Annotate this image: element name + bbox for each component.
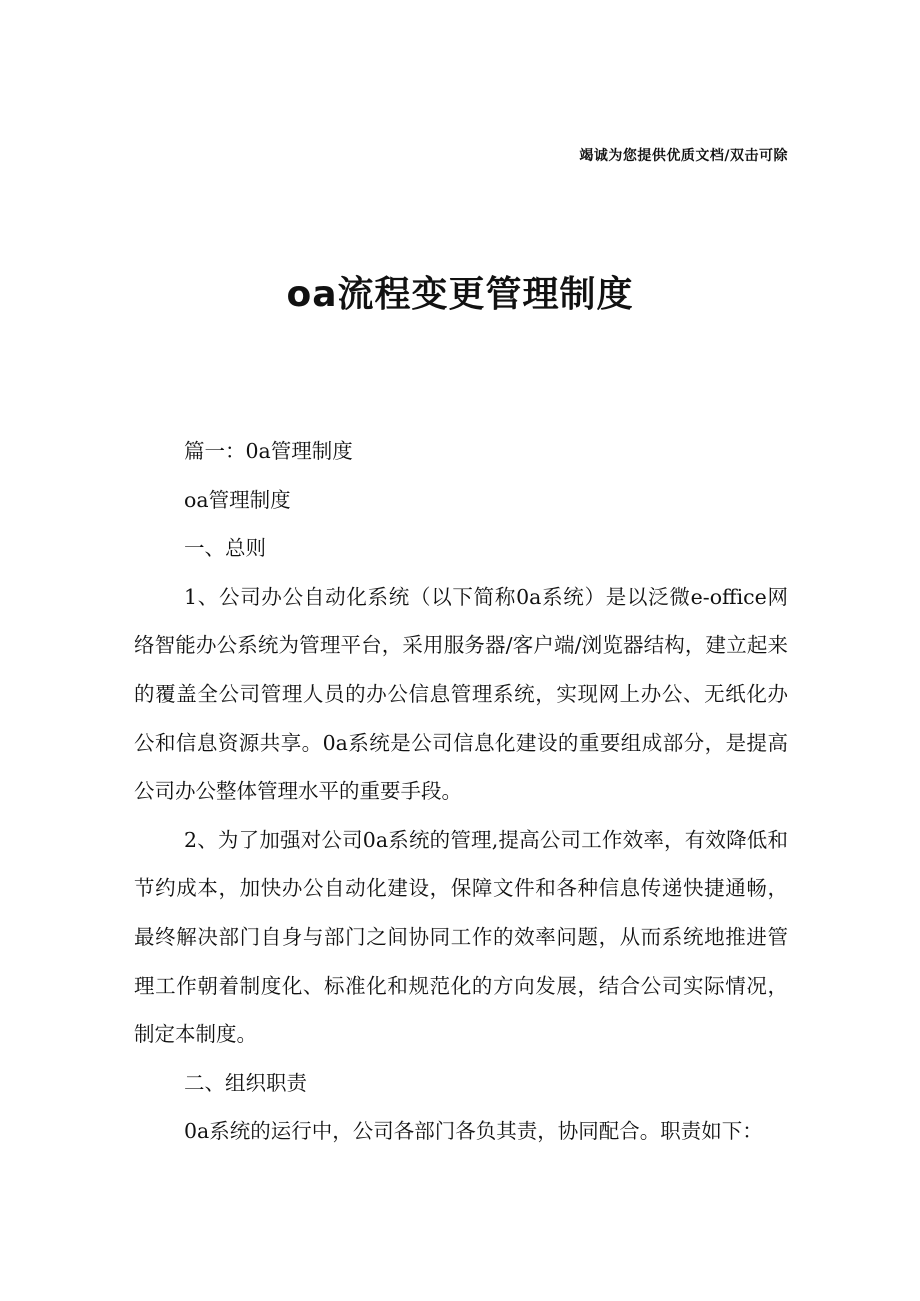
document-body: [134, 427, 788, 1156]
header-note: 竭诚为您提供优质文档/双击可除: [579, 148, 788, 164]
section-subtitle: oa管理制度: [184, 487, 291, 512]
section-heading-general: 一、总则: [184, 536, 266, 561]
paragraph-2: 2、为了加强对公司0a系统的管理,提高公司工作效率，有效降低和节约成本，加快办公自动化建设，保障文件和各种信息传递快捷通畅，最终解决部门自身与部门之间协同工作的效率问题，从而系统地推进管理工作朝着制度化、标准化和规范化的方向发展，结合公司实际情况，制定本制度。: [134, 827, 788, 1047]
document-title: oa流程变更管理制度: [286, 274, 634, 315]
paragraph-3: 0a系统的运行中，公司各部门各负其责，协同配合。职责如下：: [184, 1119, 763, 1144]
section-heading-organization: 二、组织职责: [184, 1070, 307, 1095]
chapter-heading: 篇一：0a管理制度: [184, 439, 353, 463]
paragraph-1: 1、公司办公自动化系统（以下简称0a系统）是以泛微e-office网络智能办公系统为管理平台，采用服务器/客户端/浏览器结构，建立起来的覆盖全公司管理人员的办公信息管理系统，实现网上办公、无纸化办公和信息资源共享。0a系统是公司信息化建设的重要组成部分，是提高公司办公整体管理水平的重要手段。: [134, 584, 788, 804]
